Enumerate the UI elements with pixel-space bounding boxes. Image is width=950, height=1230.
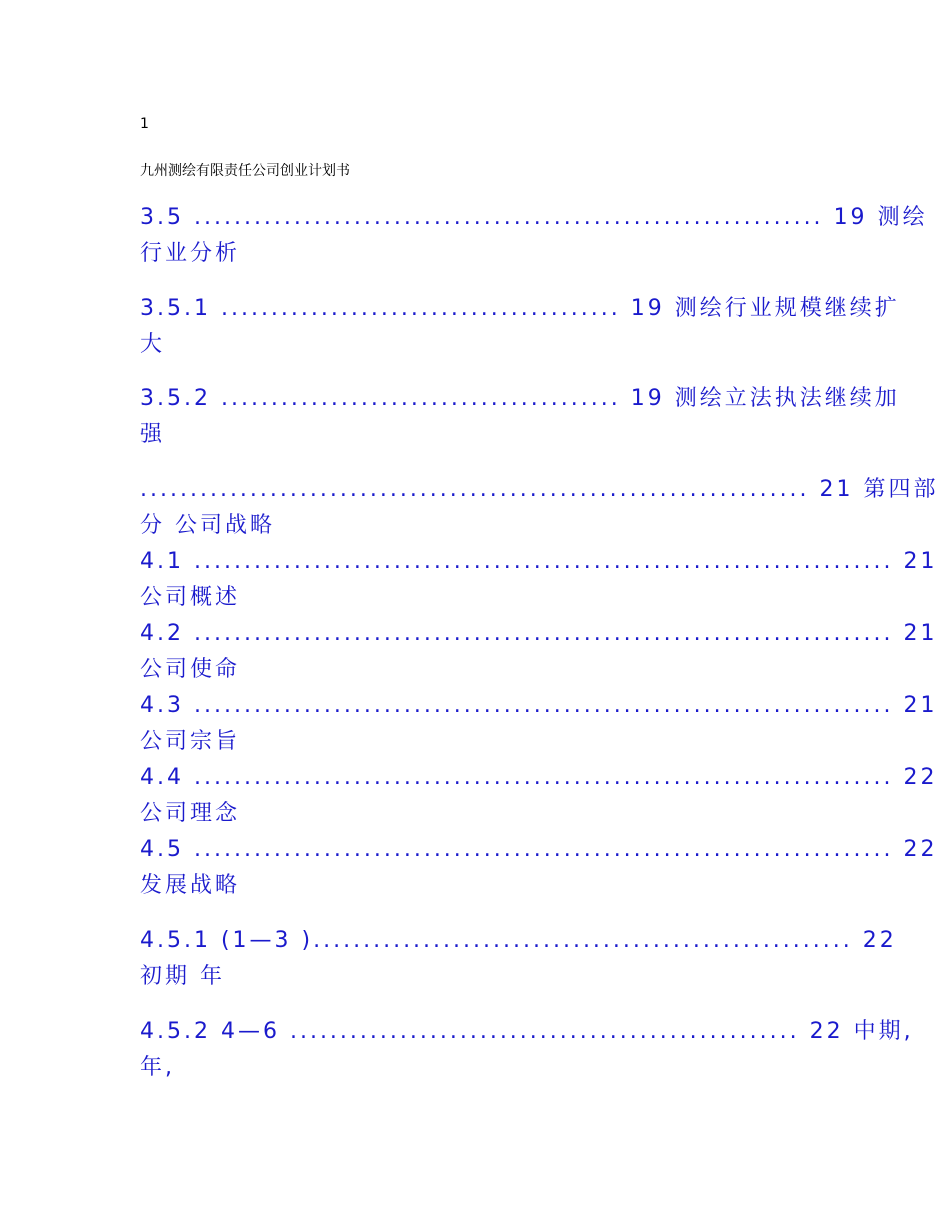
- toc-entry-4-2[interactable]: [140, 616, 938, 688]
- toc-entry-title-cont: 大: [140, 332, 166, 357]
- toc-entry-title: 测绘: [877, 205, 928, 230]
- toc-entry-label: 4.2 ......................................................................: [140, 621, 894, 646]
- toc-entry-title-cont: 初期 年: [140, 964, 225, 989]
- toc-entry-title: 测绘行业规模继续扩: [674, 296, 900, 321]
- toc-entry-page: 21: [819, 477, 854, 502]
- toc-entry-label: 4.5 ......................................................................: [140, 837, 894, 862]
- toc-entry-page: 19: [630, 386, 665, 411]
- toc-entry-title: 第四部: [863, 477, 939, 502]
- toc-entry-title-cont: 分 公司战略: [140, 513, 275, 538]
- toc-entry-page: 21: [903, 693, 938, 718]
- toc-entry-label: 3.5 ...............................................................: [140, 205, 824, 230]
- toc-entry-label: 4.4 ......................................................................: [140, 765, 894, 790]
- toc-entry-page: 21: [903, 621, 938, 646]
- toc-entry-page: 22: [809, 1019, 844, 1044]
- toc-entry-title-cont: 发展战略: [140, 873, 241, 898]
- toc-entry-page: 22: [862, 928, 897, 953]
- toc-entry-page: 19: [630, 296, 665, 321]
- toc-entry-title-cont: 行业分析: [140, 241, 241, 266]
- toc-entry-title: 中期,: [853, 1019, 914, 1044]
- toc-entry-title-cont: 公司概述: [140, 585, 241, 610]
- toc-entry-page: 21: [903, 549, 938, 574]
- document-title: 九州测绘有限责任公司创业计划书: [140, 163, 350, 179]
- page-number: 1: [140, 116, 149, 132]
- toc-entry-title-cont: 强: [140, 422, 166, 447]
- toc-entry-label: 4.5.1 (1—3 )......................................................: [140, 928, 853, 953]
- toc-entry-4-5-1[interactable]: [140, 923, 897, 995]
- toc-entry-3-5[interactable]: [140, 200, 928, 272]
- toc-entry-3-5-1[interactable]: [140, 291, 900, 363]
- toc-entry-label: 4.1 ......................................................................: [140, 549, 894, 574]
- toc-entry-title: 测绘立法执法继续加: [674, 386, 900, 411]
- toc-entry-4-3[interactable]: [140, 688, 938, 760]
- toc-entry-4-4[interactable]: [140, 760, 938, 832]
- toc-entry-part-4[interactable]: [140, 472, 939, 544]
- toc-entry-4-1[interactable]: [140, 544, 938, 616]
- toc-entry-label: 3.5.2 ........................................: [140, 386, 621, 411]
- toc-entry-label: 4.5.2 4—6 ...................................................: [140, 1019, 800, 1044]
- toc-entry-page: 22: [903, 765, 938, 790]
- toc-entry-label: 3.5.1 ........................................: [140, 296, 621, 321]
- toc-entry-3-5-2[interactable]: [140, 381, 900, 453]
- toc-entry-title-cont: 年,: [140, 1055, 175, 1080]
- toc-entry-title-cont: 公司使命: [140, 657, 241, 682]
- toc-entry-title-cont: 公司宗旨: [140, 729, 241, 754]
- toc-entry-page: 19: [833, 205, 868, 230]
- toc-entry-page: 22: [903, 837, 938, 862]
- toc-entry-4-5-2[interactable]: [140, 1014, 914, 1086]
- toc-entry-label: ...................................................................: [140, 477, 810, 502]
- toc-entry-label: 4.3 ......................................................................: [140, 693, 894, 718]
- toc-entry-4-5[interactable]: [140, 832, 938, 904]
- toc-entry-title-cont: 公司理念: [140, 801, 241, 826]
